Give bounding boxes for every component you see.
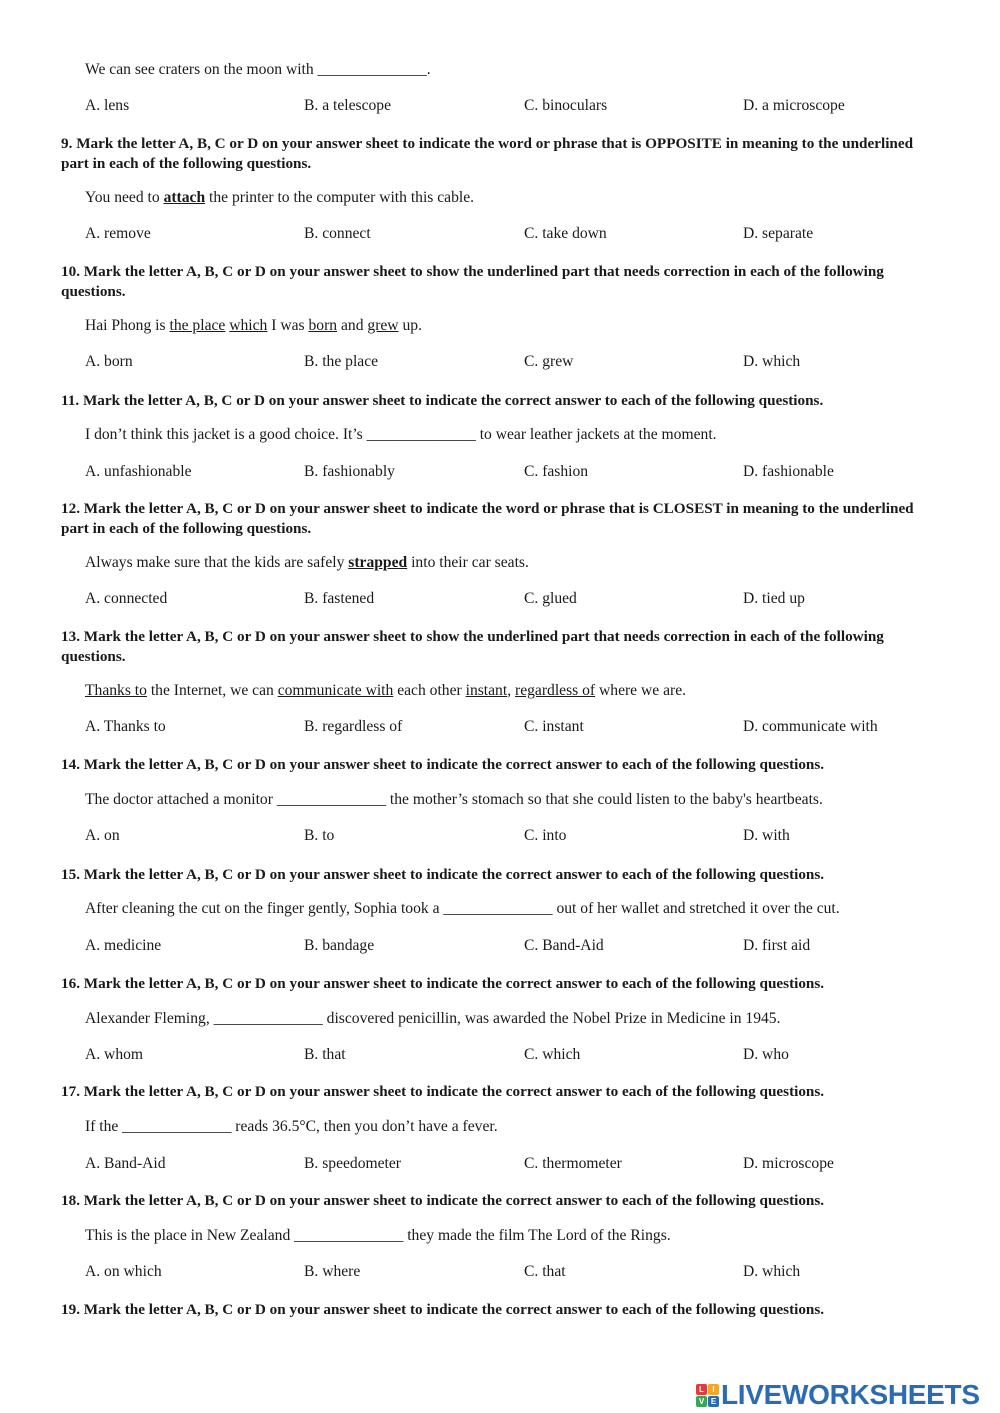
question-15-options bbox=[0, 937, 1000, 957]
question-10-sentence bbox=[85, 317, 422, 335]
question-13-instruction: 13. Mark the letter A, B, C or D on your answer sheet to show the underlined part that needs correction in each of the following questions. bbox=[61, 628, 884, 665]
option-b[interactable]: B. a telescope bbox=[304, 97, 392, 114]
question-12-instruction: 12. Mark the letter A, B, C or D on your answer sheet to indicate the word or phrase that is CLOSEST in meaning to the underlined part in each of the following questions. bbox=[61, 500, 914, 537]
answer-blank[interactable]: ______________ bbox=[443, 900, 553, 917]
sentence-text: I don’t think this jacket is a good choice. It’s bbox=[85, 426, 367, 443]
question-16-sentence bbox=[85, 1010, 781, 1028]
sentence-text: each other bbox=[393, 682, 466, 699]
underlined-part: regardless of bbox=[515, 682, 596, 699]
question-8-sentence bbox=[85, 61, 431, 79]
sentence-text: After cleaning the cut on the finger gently, Sophia took a bbox=[85, 900, 444, 917]
option-c[interactable]: C. Band-Aid bbox=[524, 937, 604, 954]
question-8-options bbox=[0, 97, 1000, 117]
option-a[interactable]: A. on which bbox=[85, 1263, 162, 1280]
sentence-text: Alexander Fleming, bbox=[85, 1010, 214, 1027]
option-c[interactable]: C. glued bbox=[524, 590, 577, 607]
sentence-text: the mother’s stomach so that she could listen to the baby's heartbeats. bbox=[385, 791, 823, 808]
question-11-options bbox=[0, 463, 1000, 483]
question-14-sentence bbox=[85, 791, 823, 809]
sentence-text: and bbox=[337, 317, 368, 334]
option-b[interactable]: B. fashionably bbox=[304, 463, 395, 480]
option-a[interactable]: A. on bbox=[85, 827, 120, 844]
answer-blank[interactable]: ______________ bbox=[276, 791, 386, 808]
sentence-text: We can see craters on the moon with bbox=[85, 61, 318, 78]
question-11-instruction: 11. Mark the letter A, B, C or D on your answer sheet to indicate the correct answer to each of the following questions. bbox=[61, 392, 824, 409]
question-13-options bbox=[0, 718, 1000, 738]
question-18-options bbox=[0, 1263, 1000, 1283]
answer-blank[interactable]: ______________ bbox=[317, 61, 427, 78]
option-a[interactable]: A. Thanks to bbox=[85, 718, 166, 735]
question-9-sentence bbox=[85, 189, 474, 207]
sentence-text: . bbox=[426, 61, 431, 78]
option-d[interactable]: D. a microscope bbox=[743, 97, 845, 114]
question-9-instruction: 9. Mark the letter A, B, C or D on your answer sheet to indicate the word or phrase that is OPPOSITE in meaning to the underlined part in each of the following questions. bbox=[61, 135, 914, 172]
question-15-sentence bbox=[85, 900, 840, 918]
underlined-part: born bbox=[308, 317, 338, 334]
answer-blank[interactable]: ______________ bbox=[366, 426, 476, 443]
question-14-instruction: 14. Mark the letter A, B, C or D on your answer sheet to indicate the correct answer to each of the following questions. bbox=[61, 756, 825, 773]
sentence-text: You need to bbox=[85, 189, 164, 206]
option-a[interactable]: A. lens bbox=[85, 97, 130, 114]
option-d[interactable]: D. which bbox=[743, 1263, 801, 1280]
underlined-part: Thanks to bbox=[85, 682, 147, 699]
option-d[interactable]: D. with bbox=[743, 827, 790, 844]
option-c[interactable]: C. grew bbox=[524, 353, 574, 370]
question-12-sentence bbox=[85, 554, 529, 572]
sentence-text: the Internet, we can bbox=[146, 682, 278, 699]
logo-mark-icon bbox=[696, 1384, 719, 1407]
option-b[interactable]: B. bandage bbox=[304, 937, 375, 954]
liveworksheets-logo[interactable] bbox=[696, 1378, 980, 1412]
option-c[interactable]: C. which bbox=[524, 1046, 581, 1063]
sentence-text: This is the place in New Zealand bbox=[85, 1227, 295, 1244]
sentence-text: If the bbox=[85, 1118, 123, 1135]
sentence-text: Hai Phong is bbox=[85, 317, 170, 334]
underlined-part: which bbox=[229, 317, 268, 334]
answer-blank[interactable]: ______________ bbox=[294, 1227, 404, 1244]
question-18-sentence bbox=[85, 1227, 671, 1245]
question-19-instruction: 19. Mark the letter A, B, C or D on your answer sheet to indicate the correct answer to each of the following questions. bbox=[61, 1301, 825, 1318]
logo-tile: I bbox=[708, 1384, 719, 1395]
option-b[interactable]: B. connect bbox=[304, 225, 371, 242]
option-a[interactable]: A. Band-Aid bbox=[85, 1155, 166, 1172]
question-12-options bbox=[0, 590, 1000, 610]
sentence-text: the printer to the computer with this cable. bbox=[205, 189, 475, 206]
option-c[interactable]: C. instant bbox=[524, 718, 584, 735]
sentence-text: out of her wallet and stretched it over the cut. bbox=[552, 900, 840, 917]
option-a[interactable]: A. remove bbox=[85, 225, 151, 242]
question-13-sentence bbox=[85, 682, 686, 700]
question-10-instruction: 10. Mark the letter A, B, C or D on your answer sheet to show the underlined part that needs correction in each of the following questions. bbox=[61, 263, 884, 300]
sentence-text: up. bbox=[398, 317, 422, 334]
sentence-text: discovered penicillin, was awarded the Nobel Prize in Medicine in 1945. bbox=[322, 1010, 781, 1027]
option-d[interactable]: D. fashionable bbox=[743, 463, 834, 480]
option-d[interactable]: D. which bbox=[743, 353, 801, 370]
option-b[interactable]: B. to bbox=[304, 827, 335, 844]
option-d[interactable]: D. separate bbox=[743, 225, 814, 242]
question-16-instruction: 16. Mark the letter A, B, C or D on your answer sheet to indicate the correct answer to each of the following questions. bbox=[61, 975, 825, 992]
question-16-options bbox=[0, 1046, 1000, 1066]
option-b[interactable]: B. the place bbox=[304, 353, 379, 370]
question-14-options bbox=[0, 827, 1000, 847]
sentence-text: they made the film The Lord of the Rings. bbox=[403, 1227, 671, 1244]
option-c[interactable]: C. binoculars bbox=[524, 97, 608, 114]
option-d[interactable]: D. first aid bbox=[743, 937, 811, 954]
option-c[interactable]: C. take down bbox=[524, 225, 607, 242]
logo-text: LIVEWORKSHEETS bbox=[721, 1379, 980, 1410]
logo-tile: L bbox=[696, 1384, 707, 1395]
option-d[interactable]: D. communicate with bbox=[743, 718, 878, 735]
underlined-part: instant bbox=[465, 682, 508, 699]
logo-tile: E bbox=[708, 1396, 719, 1407]
sentence-text: where we are. bbox=[595, 682, 687, 699]
question-17-instruction: 17. Mark the letter A, B, C or D on your answer sheet to indicate the correct answer to each of the following questions. bbox=[61, 1083, 825, 1100]
option-c[interactable]: C. fashion bbox=[524, 463, 589, 480]
underlined-part: the place bbox=[169, 317, 226, 334]
question-10-options bbox=[0, 353, 1000, 373]
answer-blank[interactable]: ______________ bbox=[122, 1118, 232, 1135]
sentence-text: , bbox=[507, 682, 515, 699]
option-b[interactable]: B. that bbox=[304, 1046, 346, 1063]
option-d[interactable]: D. who bbox=[743, 1046, 789, 1063]
question-9-options bbox=[0, 225, 1000, 245]
option-a[interactable]: A. unfashionable bbox=[85, 463, 192, 480]
sentence-text: reads 36.5°C, then you don’t have a fever. bbox=[231, 1118, 498, 1135]
underlined-part: communicate with bbox=[277, 682, 394, 699]
question-17-sentence bbox=[85, 1118, 498, 1136]
logo-tile: V bbox=[696, 1396, 707, 1407]
option-a[interactable]: A. born bbox=[85, 353, 133, 370]
question-15-instruction: 15. Mark the letter A, B, C or D on your answer sheet to indicate the correct answer to each of the following questions. bbox=[61, 866, 825, 883]
underlined-word: strapped bbox=[348, 554, 408, 571]
option-c[interactable]: C. thermometer bbox=[524, 1155, 622, 1172]
question-18-instruction: 18. Mark the letter A, B, C or D on your answer sheet to indicate the correct answer to each of the following questions. bbox=[61, 1192, 825, 1209]
option-a[interactable]: A. connected bbox=[85, 590, 168, 607]
option-d[interactable]: D. tied up bbox=[743, 590, 805, 607]
option-c[interactable]: C. into bbox=[524, 827, 567, 844]
underlined-word: attach bbox=[163, 189, 206, 206]
option-b[interactable]: B. speedometer bbox=[304, 1155, 401, 1172]
option-a[interactable]: A. whom bbox=[85, 1046, 144, 1063]
sentence-text: The doctor attached a monitor bbox=[85, 791, 277, 808]
sentence-text: Always make sure that the kids are safely bbox=[85, 554, 349, 571]
underlined-part: grew bbox=[367, 317, 399, 334]
question-11-sentence bbox=[85, 426, 717, 444]
option-d[interactable]: D. microscope bbox=[743, 1155, 834, 1172]
answer-blank[interactable]: ______________ bbox=[213, 1010, 323, 1027]
option-b[interactable]: B. where bbox=[304, 1263, 361, 1280]
sentence-text: to wear leather jackets at the moment. bbox=[475, 426, 717, 443]
question-17-options bbox=[0, 1155, 1000, 1175]
option-b[interactable]: B. fastened bbox=[304, 590, 375, 607]
option-c[interactable]: C. that bbox=[524, 1263, 566, 1280]
option-a[interactable]: A. medicine bbox=[85, 937, 162, 954]
option-b[interactable]: B. regardless of bbox=[304, 718, 403, 735]
sentence-text: into their car seats. bbox=[407, 554, 529, 571]
sentence-text: I was bbox=[267, 317, 309, 334]
